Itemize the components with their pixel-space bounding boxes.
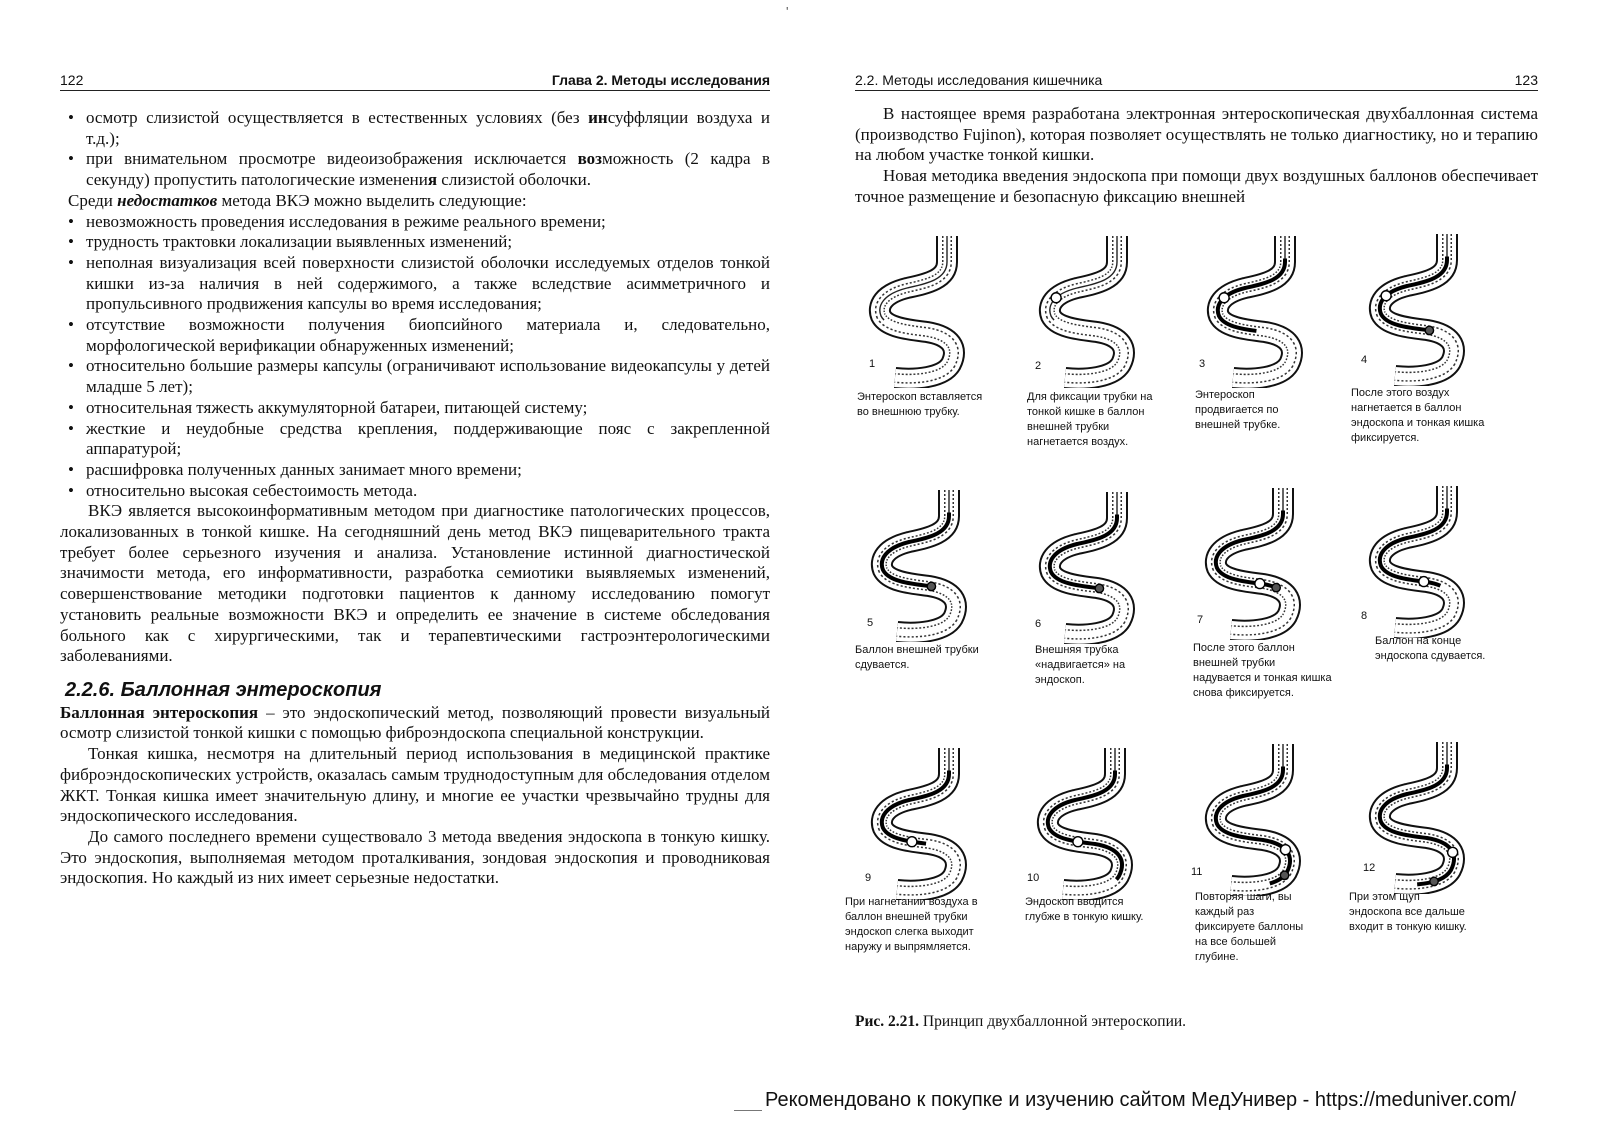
intestine-diagram <box>855 228 1005 388</box>
figure-step-3 <box>1193 228 1353 388</box>
list-item: • отсутствие возможности получения биопсийного материала и, следовательно, морфологической верификации обнаруженных изменений; <box>60 315 770 356</box>
intestine-diagram <box>1025 484 1175 644</box>
step-caption: Энтероскоп вставляется во внешнюю трубку. <box>857 391 983 418</box>
list-item: • относительная тяжесть аккумуляторной батареи, питающей систему; <box>60 398 770 419</box>
step-caption: При этом щуп эндоскопа все дальше входит в тонкую кишку. <box>1349 891 1467 933</box>
step-caption: Баллон на конце эндоскопа сдувается. <box>1375 635 1486 662</box>
step-number: 3 <box>1199 358 1206 370</box>
step-number: 7 <box>1197 614 1204 626</box>
step-caption: Повторяя шаги, вы каждый раз фиксируете баллоны на все большей глубине. <box>1195 891 1304 963</box>
step-caption: Энтероскоп продвигается по внешней трубке. <box>1195 389 1281 431</box>
figure-caption: Рис. 2.21. Принцип двухбаллонной энтероскопии. <box>855 1013 1187 1030</box>
footer-rule <box>734 1110 762 1111</box>
step-number: 2 <box>1035 360 1042 372</box>
section-heading: 2.2.6. Баллонная энтероскопия <box>65 678 382 701</box>
right-page <box>845 0 1538 1080</box>
figure-step-9 <box>857 740 1017 900</box>
right-running-header <box>855 68 1538 91</box>
paragraph: Новая методика введения эндоскопа при помощи двух воздушных баллонов обеспечивает точное размещение и безопасную фиксацию внешней <box>855 166 1538 206</box>
figure-step-4 <box>1355 226 1515 386</box>
figure-step-6 <box>1025 484 1185 644</box>
intestine-diagram <box>1355 226 1505 386</box>
list-item: • трудность трактовки локализации выявленных изменений; <box>60 232 770 253</box>
list-item: • расшифровка полученных данных занимает много времени; <box>60 460 770 481</box>
running-head-right: 2.2. Методы исследования кишечника <box>855 72 1103 88</box>
disadvantages-intro: Среди недостатков метода ВКЭ можно выделить следующие: <box>68 190 527 210</box>
figure-step-2 <box>1025 228 1185 388</box>
list-item: • при внимательном просмотре видеоизображения исключается возможность (2 кадра в секунду) пропустить патологические изменения слизистой оболочки. <box>60 149 770 190</box>
figure-step-1 <box>855 228 1015 388</box>
list-item: • неполная визуализация всей поверхности слизистой оболочки исследуемых отделов тонкой кишки из-за наличия в ней содержимого, а также вследствие асимметричного и пропульсивного продвижения капсулы во время исследования; <box>60 253 770 315</box>
figure-step-10 <box>1023 740 1183 900</box>
left-page <box>60 0 770 1080</box>
paragraph-vke: ВКЭ является высокоинформативным методом при диагностике патологических процессов, локализованных в тонкой кишке. На сегодняшний день метод ВКЭ пищеварительного тракта требует более серьезного изучения и анализа. Установление истинной диагностической значимости метода, его информативности, разработка семиотики выявляемых изменений, совершенствование методики подготовки пациентов к данному исследованию помогут установить реальные возможности ВКЭ и определить ее значение в системе обследования больного как с хирургическими, так и терапевтическими гастроэнтерологическими заболеваниями. <box>60 501 770 666</box>
figure-step-11 <box>1191 736 1351 896</box>
figure-step-7 <box>1191 480 1351 640</box>
list-item: • осмотр слизистой осуществляется в естественных условиях (без инсуффляции воздуха и т.д.); <box>60 108 770 149</box>
paragraph: До самого последнего времени существовало 3 метода введения эндоскопа в тонкую кишку. Это эндоскопия, выполняемая методом проталкивания, зондовая эндоскопия и проводниковая эндоскопия. Но каждый из них имеет серьезные недостатки. <box>60 826 770 888</box>
definition-paragraph: Баллонная энтероскопия – это эндоскопический метод, позволяющий провести визуальный осмотр слизистой тонкой кишки с помощью фиброэндоскопа специальной конструкции. <box>60 702 770 743</box>
figure-step-8 <box>1355 478 1515 638</box>
step-caption: После этого воздух нагнетается в баллон эндоскопа и тонкая кишка фиксируется. <box>1351 387 1485 444</box>
paragraph: Тонкая кишка, несмотря на длительный период использования в медицинской практике фиброэндоскопических устройств, оказалась самым труднодоступным для обследования отделом ЖКТ. Тонкая кишка имеет значительную длину, и многие ее участки чрезвычайно трудны для эндоскопического исследования. <box>60 744 770 826</box>
intestine-diagram <box>1025 228 1175 388</box>
step-caption: Для фиксации трубки на тонкой кишке в баллон внешней трубки нагнетается воздух. <box>1027 391 1153 448</box>
intestine-diagram <box>1191 480 1341 640</box>
list-item: • невозможность проведения исследования в режиме реального времени; <box>60 212 770 233</box>
step-caption: После этого баллон внешней трубки надувается и тонкая кишка снова фиксируется. <box>1193 642 1332 699</box>
intestine-diagram <box>1355 478 1505 638</box>
running-head-left: Глава 2. Методы исследования <box>551 72 770 88</box>
right-body-text <box>855 104 1538 208</box>
page-number-right: 123 <box>1514 72 1538 88</box>
advantages-list <box>60 108 770 191</box>
step-number: 8 <box>1361 610 1368 622</box>
intestine-diagram <box>857 740 1007 900</box>
intestine-diagram <box>1193 228 1343 388</box>
figure-step-12 <box>1355 734 1515 894</box>
disadvantages-list <box>60 212 770 502</box>
step-number: 11 <box>1191 866 1203 878</box>
step-caption: Баллон внешней трубки сдувается. <box>855 644 979 671</box>
page-number-left: 122 <box>60 72 84 88</box>
scan-mark: ' <box>786 4 789 19</box>
left-body-text <box>60 108 770 889</box>
list-item: • относительно высокая себестоимость метода. <box>60 481 770 502</box>
step-number: 9 <box>865 872 872 884</box>
step-number: 5 <box>867 617 874 629</box>
intestine-diagram <box>1023 740 1173 900</box>
intestine-diagram <box>1191 736 1341 896</box>
step-number: 4 <box>1361 354 1368 366</box>
paragraph: В настоящее время разработана электронная энтероскопическая двухбаллонная система (производство Fujinon), которая позволяет осуществлять не только диагностику, но и терапию на любом участке тонкой кишки. <box>855 104 1538 165</box>
step-number: 6 <box>1035 618 1042 630</box>
left-running-header <box>60 68 770 91</box>
step-number: 1 <box>869 358 876 370</box>
intestine-diagram <box>857 482 1007 642</box>
step-number: 10 <box>1027 872 1040 884</box>
list-item: • жесткие и неудобные средства крепления, поддерживающие пояс с закрепленной аппаратурой; <box>60 419 770 460</box>
intestine-diagram <box>1355 734 1505 894</box>
footer-watermark: Рекомендовано к покупке и изучению сайтом МедУнивер - https://meduniver.com/ <box>765 1089 1517 1111</box>
step-caption: Внешняя трубка «надвигается» на эндоскоп. <box>1035 644 1126 686</box>
step-caption: При нагнетании воздуха в баллон внешней трубки эндоскоп слегка выходит наружу и выпрямляется. <box>845 896 978 953</box>
list-item: • относительно большие размеры капсулы (ограничивают использование видеокапсулы у детей младше 5 лет); <box>60 356 770 397</box>
step-number: 12 <box>1363 862 1376 874</box>
step-caption: Эндоскоп вводится глубже в тонкую кишку. <box>1025 896 1144 923</box>
figure-step-5 <box>857 482 1017 642</box>
